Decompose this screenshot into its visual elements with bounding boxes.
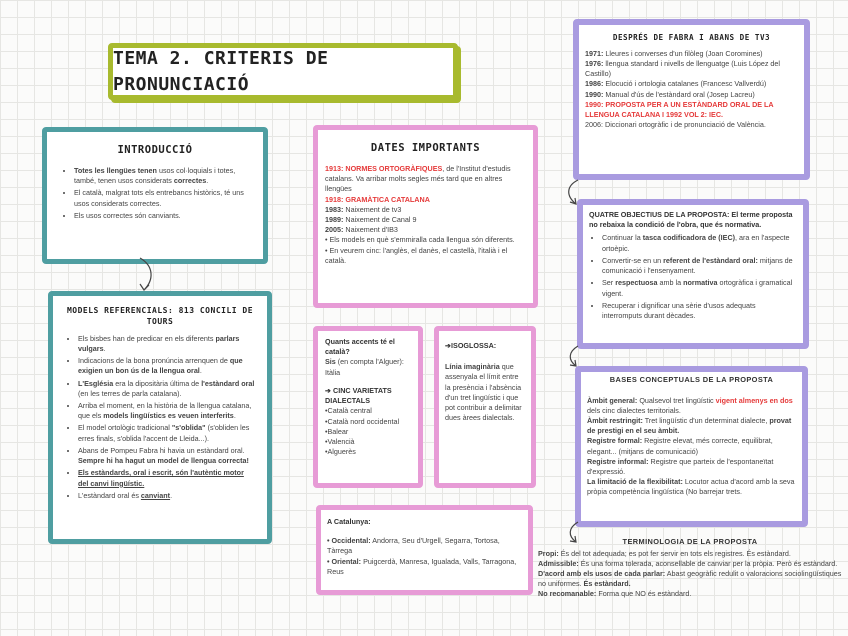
bases-item: Àmbit general: Qualsevol tret lingüístic vigent almenys en dos dels cinc dialectes territorials. (587, 395, 793, 415)
models-card (48, 291, 272, 544)
list-item: • Convertir-se en un referent de l'estàndard oral: mitjans de comunicació i l'ensenyament. (602, 256, 797, 276)
list-item: • Abans de Pompeu Fabra hi havia un estàndard oral. Sempre hi ha hagut un model de llengua correcta! (78, 446, 255, 466)
date-1983: 1983: Naixement de tv3 (325, 204, 402, 214)
bases-item: Registre formal: Registre elevat, més correcte, equilibrat, elegant... (mitjans de comunicació) (587, 436, 773, 456)
date-1913: 1913: NORMES ORTOGRÀFIQUES, de l'Institut d'estudis catalans. Va arribar molts segles més tard que en altres llengües (325, 163, 511, 194)
dates-card (313, 125, 538, 308)
models-list (65, 334, 255, 501)
objectius-card (577, 199, 809, 349)
bases-card (575, 366, 808, 527)
dates-heading: DATES IMPORTANTS (370, 142, 481, 154)
date-1918: 1918: GRAMÀTICA CATALANA (325, 194, 430, 204)
list-item: • Els estàndards, oral i escrit, són l'autèntic motor del canvi lingüístic. (78, 468, 255, 488)
date-2005: 2005: Naixement d'IB3 (325, 225, 398, 235)
list-item: • Ser respectuosa amb la normativa ortogràfica i gramatical vigent. (602, 278, 797, 298)
list-item: •Balear (325, 426, 349, 436)
isoglossa-title: ➔ISOGLOSSA: (445, 341, 497, 350)
fabra-item: 1971: Lleures i converses d'un filòleg (Joan Coromines) (585, 48, 763, 58)
list-item: • L'estàndard oral és canviant. (78, 491, 255, 501)
list-item: • Occidental: Andorra, Seu d'Urgell, Segarra, Tortosa, Tàrrega (327, 536, 500, 556)
list-item: • Els usos correctes són canviants. (74, 211, 249, 221)
fabra-item: 1986: Elocució i ortologia catalanes (Francesc Vallverdú) (585, 79, 767, 89)
objectius-list (589, 233, 797, 321)
list-item: • Continuar la tasca codificadora de (IEC), ara en l'aspecte ortoèpic. (602, 233, 797, 253)
list-item: • Els bisbes han de predicar en els diferents parlars vulgars. (78, 334, 255, 354)
isoglossa-text: Línia imaginària que assenyala el límit entre la presència i l'absència d'un tret lingüístic i que pot contribuir a delimitar dues àrees dialectals. (445, 362, 522, 423)
accents-question: Quants accents té el català? (325, 337, 395, 357)
terminologia-item: Admissible: És una forma tolerada, aconsellable de canviar per la pròpia. Però és estàndard. (538, 558, 838, 568)
bases-item: Àmbit restringit: Tret lingüístic d'un determinat dialecte, provat de prestigi en el seu àmbit. (587, 415, 792, 436)
fabra-heading: DESPRÉS DE FABRA I ABANS DE TV3 (612, 33, 771, 42)
bases-item: Registre informal: Registre que parteix de l'espontaneïtat d'expressió. (587, 456, 774, 477)
list-item: • El català, malgrat tots els entrebancs històrics, té uns usos considerats correctes. (74, 188, 249, 208)
list-item: • Totes les llengües tenen usos col·loquials i totes, també, tenen usos considerats correctes. (74, 166, 249, 186)
accents-answer: Sis (en compta l'Alguer): Itàlia (325, 357, 404, 377)
fabra-item: 1990: PROPOSTA PER A UN ESTÀNDARD ORAL DE LA LLENGUA CATALANA I 1992 VOL 2: IEC. (585, 99, 774, 120)
list-item: • El model ortològic tradicional "s'oblida" (s'obliden les erres finals, s'oblida l'accent de Lleida...). (78, 423, 255, 443)
bases-item: La limitació de la flexibilitat: Locutor actua d'acord amb la seva pròpia competència lingüística (No barrejar trets. (587, 477, 795, 497)
catalunya-card (316, 505, 533, 595)
fabra-item: 1976: llengua standard i nivells de llenguatge (Luis López del Castillo) (585, 59, 781, 79)
list-item: • Recuperar i dignificar una sèrie d'usos adequats interromputs durant dècades. (602, 301, 797, 321)
list-item: •Català central (325, 406, 372, 416)
accents-card (313, 326, 423, 488)
terminologia-item: No recomanable: Forma que NO és estàndard. (538, 589, 692, 599)
varietats-title: ➔ CINC VARIETATS DIALECTALS (325, 385, 392, 406)
list-item: • Oriental: Puigcerdà, Manresa, Igualada, Valls, Tarragona, Reus (327, 556, 517, 576)
list-item: •Alguerès (325, 447, 356, 457)
intro-heading: INTRODUCCIÓ (117, 144, 193, 156)
page-title: TEMA 2. CRITERIS DE PRONUNCIACIÓ (108, 43, 458, 100)
date-1989: 1989: Naixement de Canal 9 (325, 215, 417, 224)
terminologia-item: D'acord amb els usos de cada parlar: Abast geogràfic redulit o valoracions sociolingüístiques no uniformes. És estàndard. (538, 568, 842, 589)
catalunya-title: A Catalunya: (327, 517, 371, 526)
dates-note: • Els models en què s'emmiralla cada llengua són diferents. (325, 235, 515, 245)
list-item: •Valencià (325, 436, 355, 446)
terminologia-item: Propi: És del tot adequada; es pot fer servir en tots els registres. És estàndard. (538, 548, 791, 558)
fabra-card (573, 19, 810, 180)
list-item: • Arriba el moment, en la història de la llengua catalana, que els models lingüístics es veuen interferits. (78, 401, 255, 421)
models-heading: MODELS REFERENCIALS: 813 CONCILI DE TOURS (66, 306, 254, 327)
intro-list (61, 166, 249, 221)
dates-note: • En veurem cinc: l'anglès, el danès, el castellà, l'italià i el català. (325, 245, 508, 265)
terminologia-section (538, 537, 842, 600)
terminologia-heading: TERMINOLOGIA DE LA PROPOSTA (622, 537, 758, 546)
isoglossa-card (434, 326, 536, 488)
list-item: • L'Església era la dipositària última de l'estàndard oral (en les terres de parla catalana). (78, 379, 255, 399)
objectius-intro: QUATRE OBJECTIUS DE LA PROPOSTA: El terme proposta no rebaixa la condició de l'obra, que és normativa. (589, 210, 793, 230)
fabra-item: 2006: Diccionari ortogràfic i de pronunciació de València. (585, 120, 766, 130)
list-item: • Indicacions de la bona pronúncia arrenquen de que exigien un bon ús de la llengua oral. (78, 356, 255, 376)
intro-card (42, 127, 268, 264)
fabra-item: 1990: Manual d'ús de l'estàndard oral (Josep Lacreu) (585, 89, 755, 99)
curve-arrow-icon (130, 256, 160, 296)
list-item: •Català nord occidental (325, 416, 400, 426)
bases-heading: BASES CONCEPTUALS DE LA PROPOSTA (609, 375, 774, 384)
